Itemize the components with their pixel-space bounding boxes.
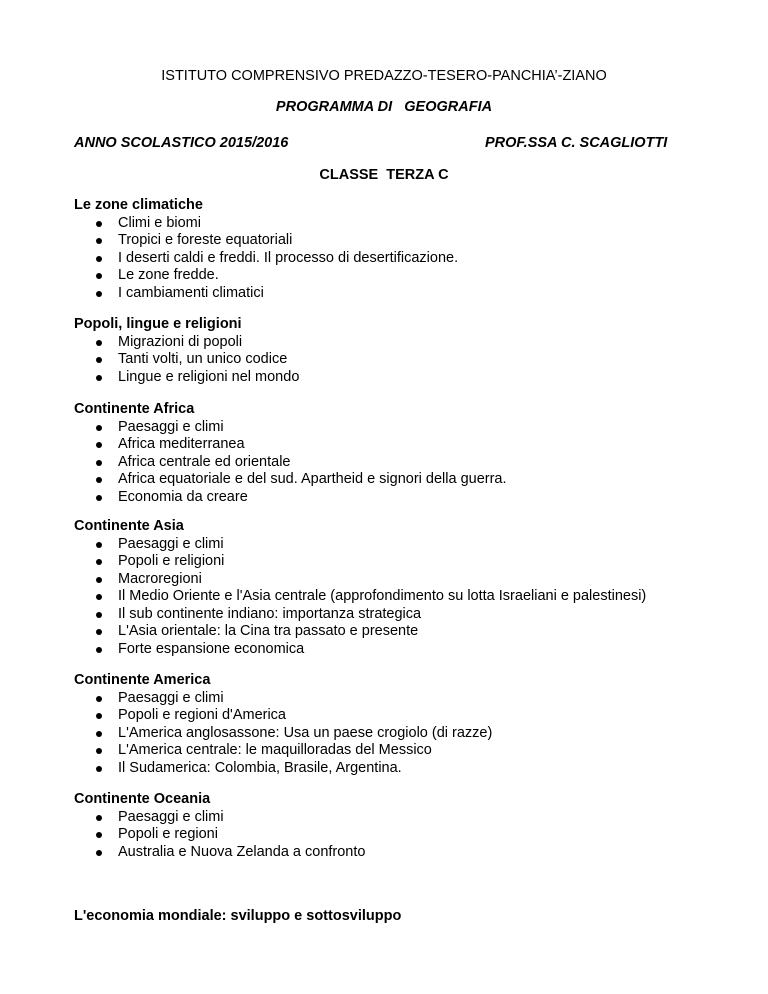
list-item-text: Il Medio Oriente e l'Asia centrale (approfondimento su lotta Israeliani e palestinesi) (118, 588, 647, 604)
list-item-text: Popoli e regioni d'America (118, 707, 286, 723)
bullet-icon (96, 612, 102, 618)
bullet-icon (96, 542, 102, 548)
list-item (74, 489, 507, 507)
list-item-text: Popoli e regioni (118, 826, 218, 842)
list-item (74, 809, 365, 827)
list-item (74, 553, 646, 571)
list-item (74, 536, 646, 554)
list-item-text: Popoli e religioni (118, 553, 225, 569)
bullet-icon (96, 731, 102, 737)
program-title: PROGRAMMA DI GEOGRAFIA (275, 99, 493, 115)
list-item-text: Le zone fredde. (118, 267, 219, 283)
school-year: ANNO SCOLASTICO 2015/2016 (74, 135, 289, 151)
list-item-text: Australia e Nuova Zelanda a confronto (118, 843, 366, 860)
bullet-icon (96, 815, 102, 821)
class-name: CLASSE TERZA C (319, 167, 449, 183)
list-item (74, 285, 458, 303)
section-asia (74, 518, 646, 658)
list-item-text: L'Asia orientale: la Cina tra passato e presente (118, 623, 419, 639)
list-item (74, 606, 646, 624)
list-item (74, 742, 492, 760)
list-item (74, 369, 299, 387)
list-item-text: Economia da creare (118, 488, 248, 505)
bullet-icon (96, 460, 102, 466)
bullet-icon (96, 273, 102, 279)
list-item (74, 250, 458, 268)
list-item-text: Il Sudamerica: Colombia, Brasile, Argentina. (118, 759, 402, 776)
list-item (74, 623, 646, 641)
bullet-icon (96, 256, 102, 262)
list-item (74, 826, 365, 844)
section-oceania (74, 791, 365, 861)
list-item-text: Lingue e religioni nel mondo (118, 368, 300, 385)
section-title: Continente Asia (74, 518, 184, 534)
list-item (74, 471, 507, 489)
bullet-icon (96, 291, 102, 297)
final-heading: L'economia mondiale: sviluppo e sottosviluppo (74, 908, 402, 924)
section-title: Le zone climatiche (74, 197, 203, 213)
bullet-icon (96, 340, 102, 346)
bullet-icon (96, 766, 102, 772)
list-item-text: Paesaggi e climi (118, 808, 224, 825)
list-item-text: Tanti volti, un unico codice (118, 351, 288, 367)
section-title: Popoli, lingue e religioni (74, 316, 242, 332)
list-item (74, 267, 458, 285)
section-zone-climatiche (74, 197, 458, 302)
section-title: Continente Oceania (74, 791, 211, 807)
list-item (74, 844, 365, 862)
bullet-icon (96, 238, 102, 244)
list-item (74, 351, 299, 369)
bullet-icon (96, 832, 102, 838)
list-item-text: Africa centrale ed orientale (118, 453, 291, 470)
list-item-text: I deserti caldi e freddi. Il processo di desertificazione. (118, 249, 459, 266)
bullet-icon (96, 477, 102, 483)
list-item-text: Paesaggi e climi (118, 535, 224, 552)
section-list (74, 334, 299, 387)
section-list (74, 536, 646, 659)
bullet-icon (96, 629, 102, 635)
bullet-icon (96, 442, 102, 448)
teacher-name: PROF.SSA C. SCAGLIOTTI (485, 135, 668, 151)
bullet-icon (96, 495, 102, 501)
list-item (74, 571, 646, 589)
list-item (74, 419, 507, 437)
bullet-icon (96, 559, 102, 565)
list-item (74, 760, 492, 778)
section-popoli-lingue-religioni (74, 316, 299, 386)
list-item-text: Paesaggi e climi (118, 689, 224, 706)
list-item (74, 690, 492, 708)
list-item (74, 436, 507, 454)
list-item (74, 725, 492, 743)
bullet-icon (96, 696, 102, 702)
list-item-text: L'America anglosassone: Usa un paese crogiolo (di razze) (118, 724, 493, 741)
bullet-icon (96, 713, 102, 719)
section-title: Continente America (74, 672, 211, 688)
school-name: ISTITUTO COMPRENSIVO PREDAZZO-TESERO-PANCHIA’-ZIANO (161, 68, 607, 84)
list-item-text: Africa mediterranea (118, 436, 245, 452)
bullet-icon (96, 375, 102, 381)
list-item-text: Migrazioni di popoli (118, 333, 243, 350)
list-item-text: Tropici e foreste equatoriali (118, 232, 293, 248)
list-item-text: Africa equatoriale e del sud. Apartheid e signori della guerra. (118, 471, 507, 487)
list-item-text: Climi e biomi (118, 214, 201, 231)
list-item (74, 454, 507, 472)
list-item (74, 641, 646, 659)
section-america (74, 672, 492, 777)
section-list (74, 809, 365, 862)
bullet-icon (96, 577, 102, 583)
section-title: Continente Africa (74, 401, 195, 417)
list-item-text: Il sub continente indiano: importanza strategica (118, 605, 422, 622)
bullet-icon (96, 850, 102, 856)
bullet-icon (96, 647, 102, 653)
list-item-text: I cambiamenti climatici (118, 284, 264, 301)
list-item (74, 215, 458, 233)
bullet-icon (96, 357, 102, 363)
list-item-text: Macroregioni (118, 570, 202, 587)
section-africa (74, 401, 507, 506)
bullet-icon (96, 594, 102, 600)
section-list (74, 690, 492, 778)
bullet-icon (96, 425, 102, 431)
list-item (74, 232, 458, 250)
list-item-text: L'America centrale: le maquilloradas del Messico (118, 742, 432, 758)
list-item-text: Forte espansione economica (118, 640, 305, 657)
section-list (74, 215, 458, 303)
section-list (74, 419, 507, 507)
list-item (74, 707, 492, 725)
list-item-text: Paesaggi e climi (118, 418, 224, 435)
list-item (74, 588, 646, 606)
list-item (74, 334, 299, 352)
bullet-icon (96, 221, 102, 227)
bullet-icon (96, 748, 102, 754)
